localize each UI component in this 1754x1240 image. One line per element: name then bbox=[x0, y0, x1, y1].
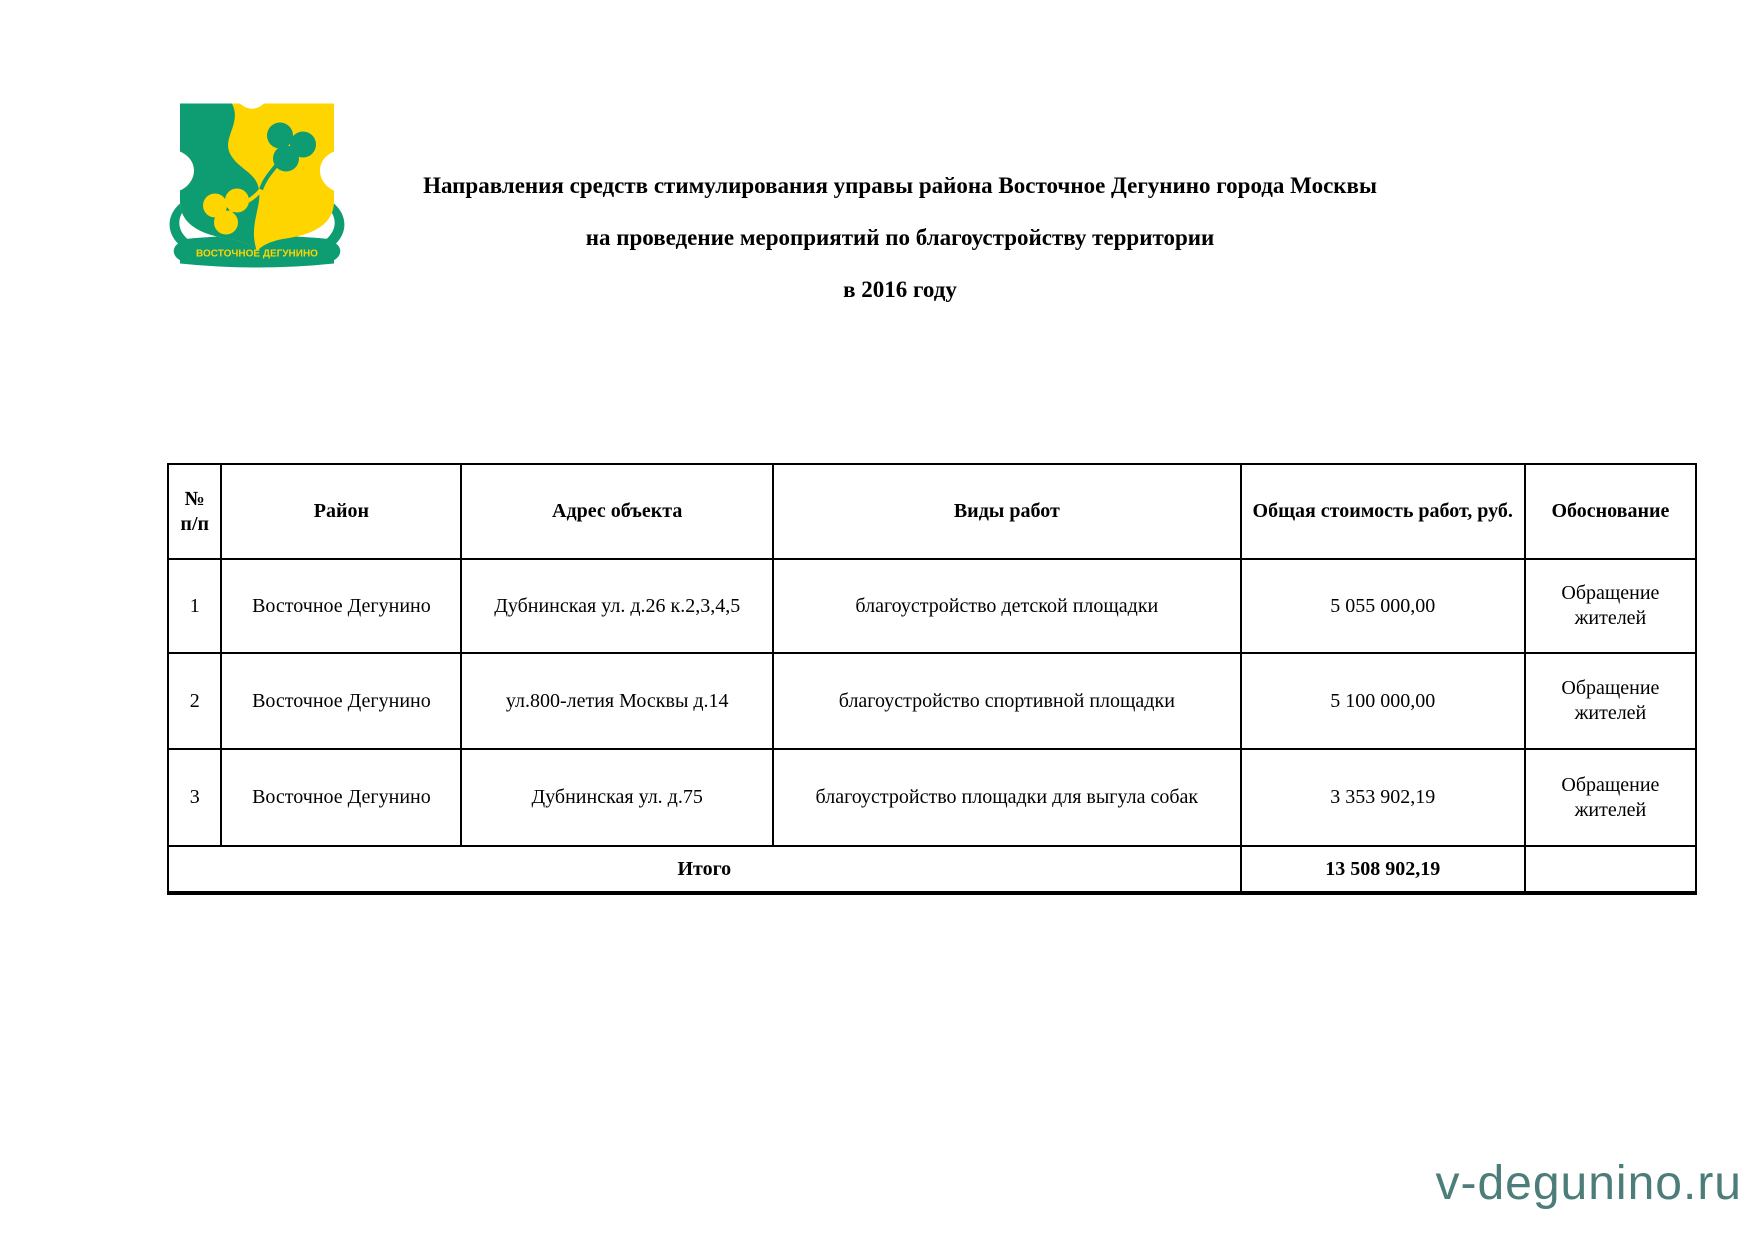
title-line-3: в 2016 году bbox=[843, 277, 957, 302]
cell-justification: Обращение жителей bbox=[1525, 653, 1696, 749]
cell-address: Дубнинская ул. д.26 к.2,3,4,5 bbox=[461, 559, 773, 653]
table-header-row bbox=[168, 464, 1696, 559]
cell-cost: 3 353 902,19 bbox=[1241, 749, 1525, 846]
table-row bbox=[168, 653, 1696, 749]
cell-num: 1 bbox=[168, 559, 221, 653]
total-cost: 13 508 902,19 bbox=[1241, 846, 1525, 893]
cell-works: благоустройство спортивной площадки bbox=[773, 653, 1241, 749]
cell-justification: Обращение жителей bbox=[1525, 749, 1696, 846]
cell-num: 2 bbox=[168, 653, 221, 749]
cell-justification: Обращение жителей bbox=[1525, 559, 1696, 653]
table-total-row bbox=[168, 846, 1696, 893]
cell-district: Восточное Дегунино bbox=[221, 653, 461, 749]
header-cost: Общая стоимость работ, руб. bbox=[1241, 464, 1525, 559]
cell-address: Дубнинская ул. д.75 bbox=[461, 749, 773, 846]
site-watermark: v-degunino.ru bbox=[1435, 1157, 1742, 1210]
header-justification: Обоснование bbox=[1525, 464, 1696, 559]
total-empty-cell bbox=[1525, 846, 1696, 893]
table-row bbox=[168, 749, 1696, 846]
cell-district: Восточное Дегунино bbox=[221, 749, 461, 846]
table-row bbox=[168, 559, 1696, 653]
cell-cost: 5 100 000,00 bbox=[1241, 653, 1525, 749]
cell-cost: 5 055 000,00 bbox=[1241, 559, 1525, 653]
header-works: Виды работ bbox=[773, 464, 1241, 559]
header-address: Адрес объекта bbox=[461, 464, 773, 559]
title-line-2: на проведение мероприятий по благоустройству территории bbox=[585, 225, 1215, 250]
header-num: № п/п bbox=[168, 464, 221, 559]
total-label: Итого bbox=[168, 846, 1241, 893]
emblem-banner-label: ВОСТОЧНОЕ ДЕГУНИНО bbox=[196, 248, 318, 260]
cell-works: благоустройство детской площадки bbox=[773, 559, 1241, 653]
header-district: Район bbox=[221, 464, 461, 559]
document-title bbox=[23, 160, 1754, 316]
cell-num: 3 bbox=[168, 749, 221, 846]
works-table bbox=[167, 463, 1697, 895]
cell-address: ул.800-летия Москвы д.14 bbox=[461, 653, 773, 749]
cell-works: благоустройство площадки для выгула собак bbox=[773, 749, 1241, 846]
title-line-1: Направления средств стимулирования управы района Восточное Дегунино города Москвы bbox=[423, 173, 1377, 198]
cell-district: Восточное Дегунино bbox=[221, 559, 461, 653]
